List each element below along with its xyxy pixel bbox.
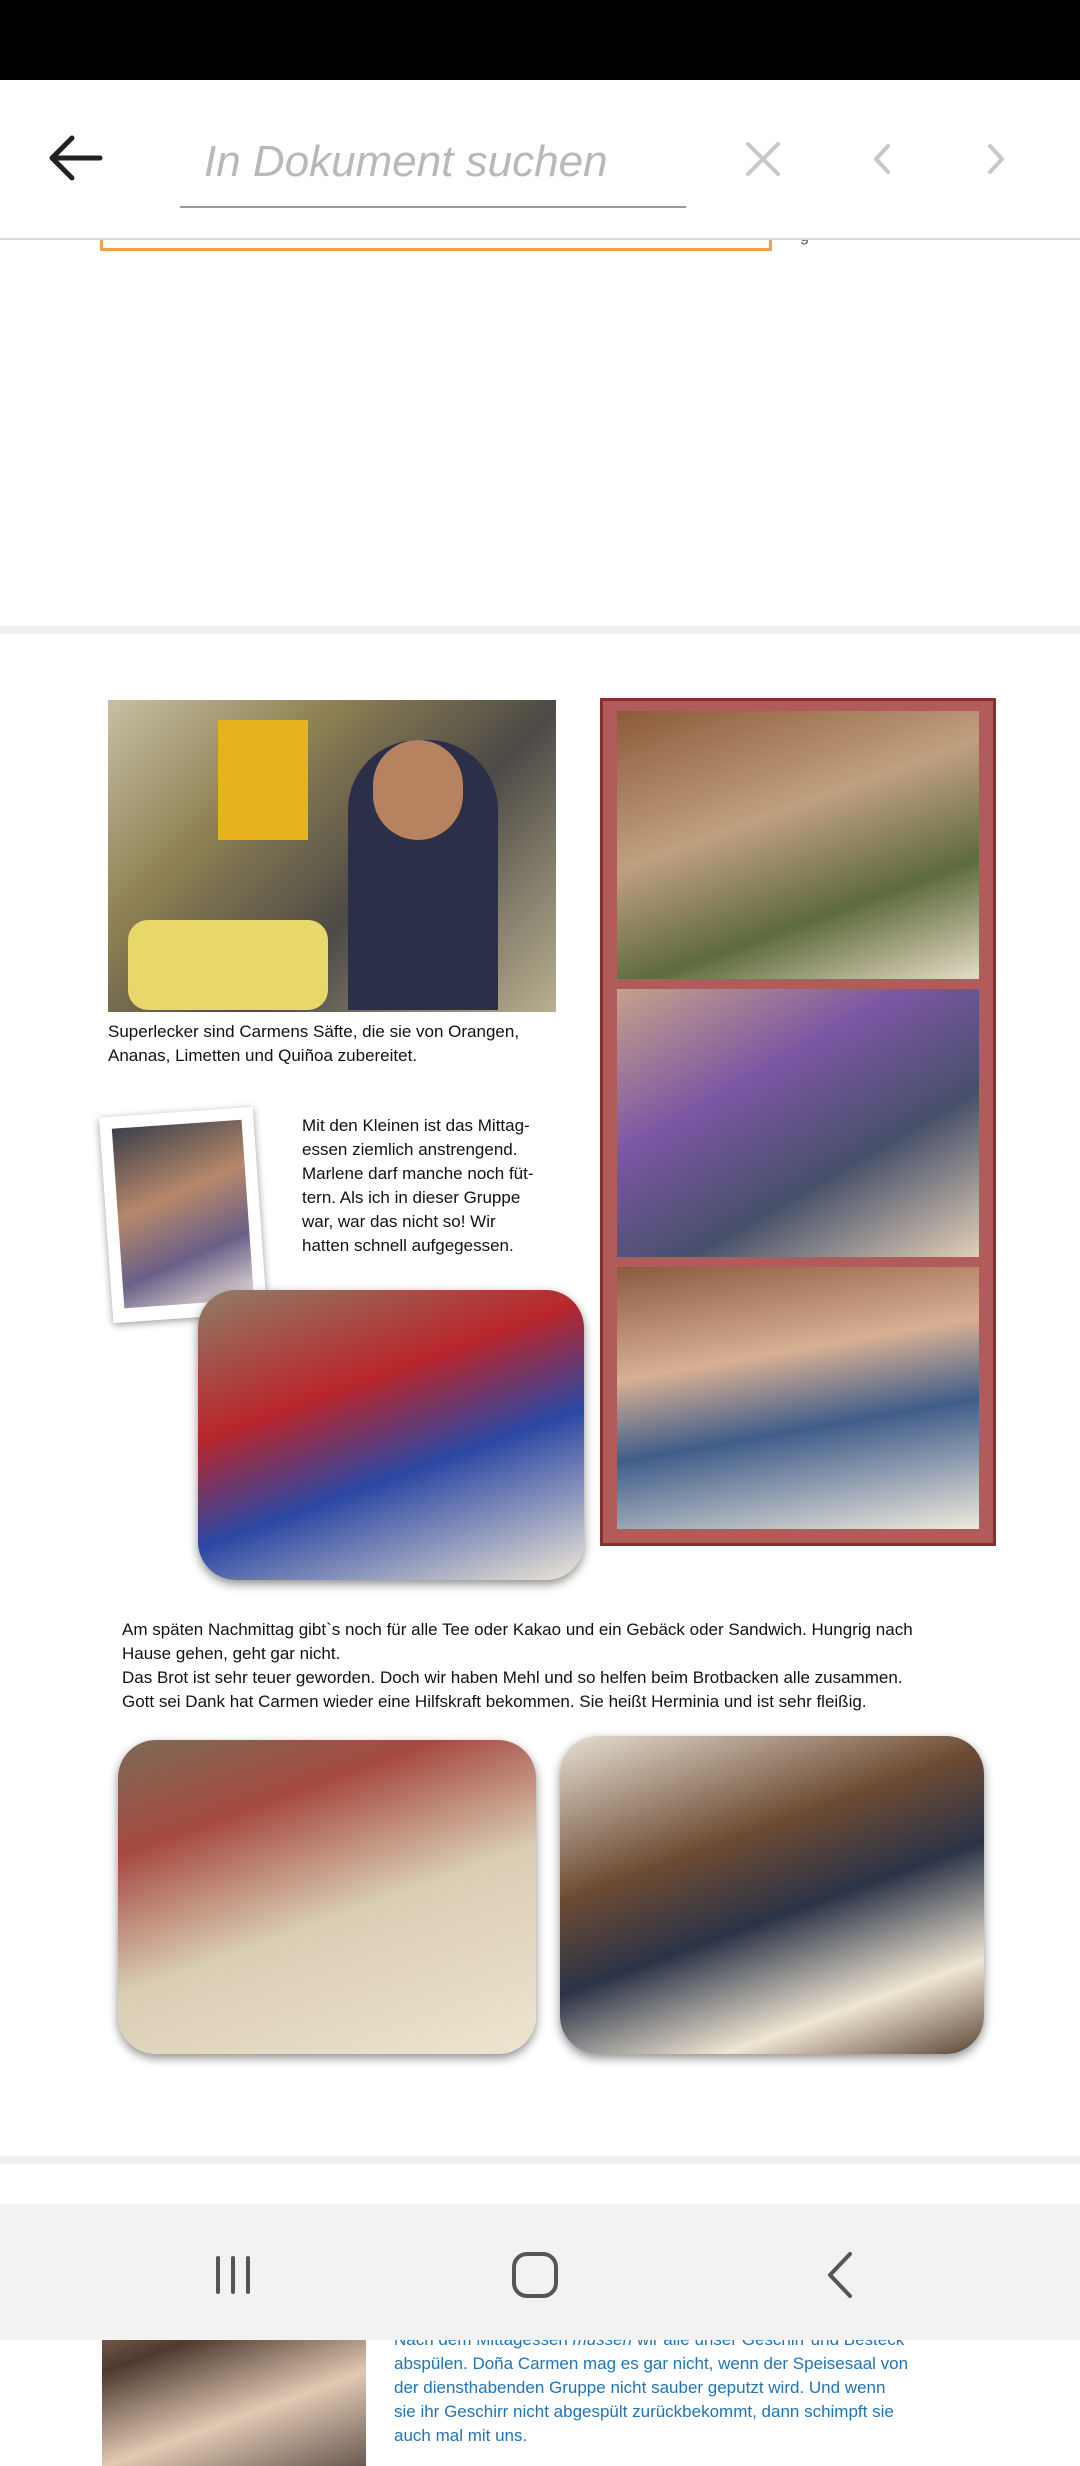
text-line: tern. Als ich in dieser Gruppe <box>302 1188 521 1207</box>
photo-bread-dough <box>118 1740 536 2054</box>
text-line: Mit den Kleinen ist das Mittag- <box>302 1116 530 1135</box>
chevron-right-icon <box>970 134 1020 184</box>
document-page <box>0 634 1080 2156</box>
search-field[interactable] <box>180 120 686 208</box>
evening-text <box>122 1618 982 1714</box>
lunch-text <box>302 1114 572 1258</box>
arrow-left-icon <box>40 118 120 198</box>
document-viewer[interactable] <box>0 238 1080 2445</box>
caption-line: Ananas, Limetten und Quiñoa zubereitet. <box>108 1046 418 1065</box>
text-line: war, war das nicht so! Wir <box>302 1212 496 1231</box>
dishes-paragraph <box>394 2328 950 2448</box>
photo-children-table <box>617 1267 979 1529</box>
system-back-button[interactable] <box>806 2240 876 2310</box>
clear-search-button[interactable] <box>738 134 788 184</box>
previous-result-button[interactable] <box>858 134 908 184</box>
nav-back-icon <box>806 2240 876 2310</box>
search-input[interactable] <box>180 120 686 204</box>
status-bar <box>0 0 1080 80</box>
text-line: der diensthabenden Gruppe nicht sauber geputzt wird. Und wenn <box>394 2378 886 2397</box>
recents-icon <box>198 2240 268 2310</box>
navigation-bar <box>0 2204 1080 2340</box>
next-result-button[interactable] <box>970 134 1020 184</box>
recents-button[interactable] <box>198 2240 268 2310</box>
caption-kitchen <box>108 1020 568 1068</box>
chevron-left-icon <box>858 134 908 184</box>
photo-kids-drinking <box>198 1290 584 1580</box>
close-icon <box>738 134 788 184</box>
text-line: essen ziemlich anstrengend. <box>302 1140 518 1159</box>
text-line: Am späten Nachmittag gibt`s noch für alle Tee oder Kakao und ein Gebäck oder Sandwich. Hungrig nach <box>122 1620 913 1639</box>
text-line: sie ihr Geschirr nicht abgespült zurückbekommt, dann schimpft sie <box>394 2402 894 2421</box>
home-icon <box>500 2240 570 2310</box>
text-line: hatten schnell aufgegessen. <box>302 1236 514 1255</box>
text-line: Das Brot ist sehr teuer geworden. Doch wir haben Mehl und so helfen beim Brotbacken alle zusammen. <box>122 1668 903 1687</box>
back-button[interactable] <box>40 118 120 198</box>
home-button[interactable] <box>500 2240 570 2310</box>
photo-woman-with-child <box>617 989 979 1257</box>
text-line: auch mal mit uns. <box>394 2426 528 2445</box>
caption-line: Superlecker sind Carmens Säfte, die sie von Orangen, <box>108 1022 520 1041</box>
text-line: abspülen. Doña Carmen mag es gar nicht, wenn der Speisesaal von <box>394 2354 909 2373</box>
photo-boy-eating <box>617 711 979 979</box>
photo-kitchen <box>108 700 556 1012</box>
text-line: Hause gehen, geht gar nicht. <box>122 1644 341 1663</box>
photo-collage <box>600 698 996 1546</box>
document-page <box>0 228 1080 626</box>
text-line: Gott sei Dank hat Carmen wieder eine Hilfskraft bekommen. Sie heißt Herminia und ist sehr fleißig. <box>122 1692 867 1711</box>
photo-oven <box>560 1736 984 2054</box>
text-line: Marlene darf manche noch füt- <box>302 1164 534 1183</box>
